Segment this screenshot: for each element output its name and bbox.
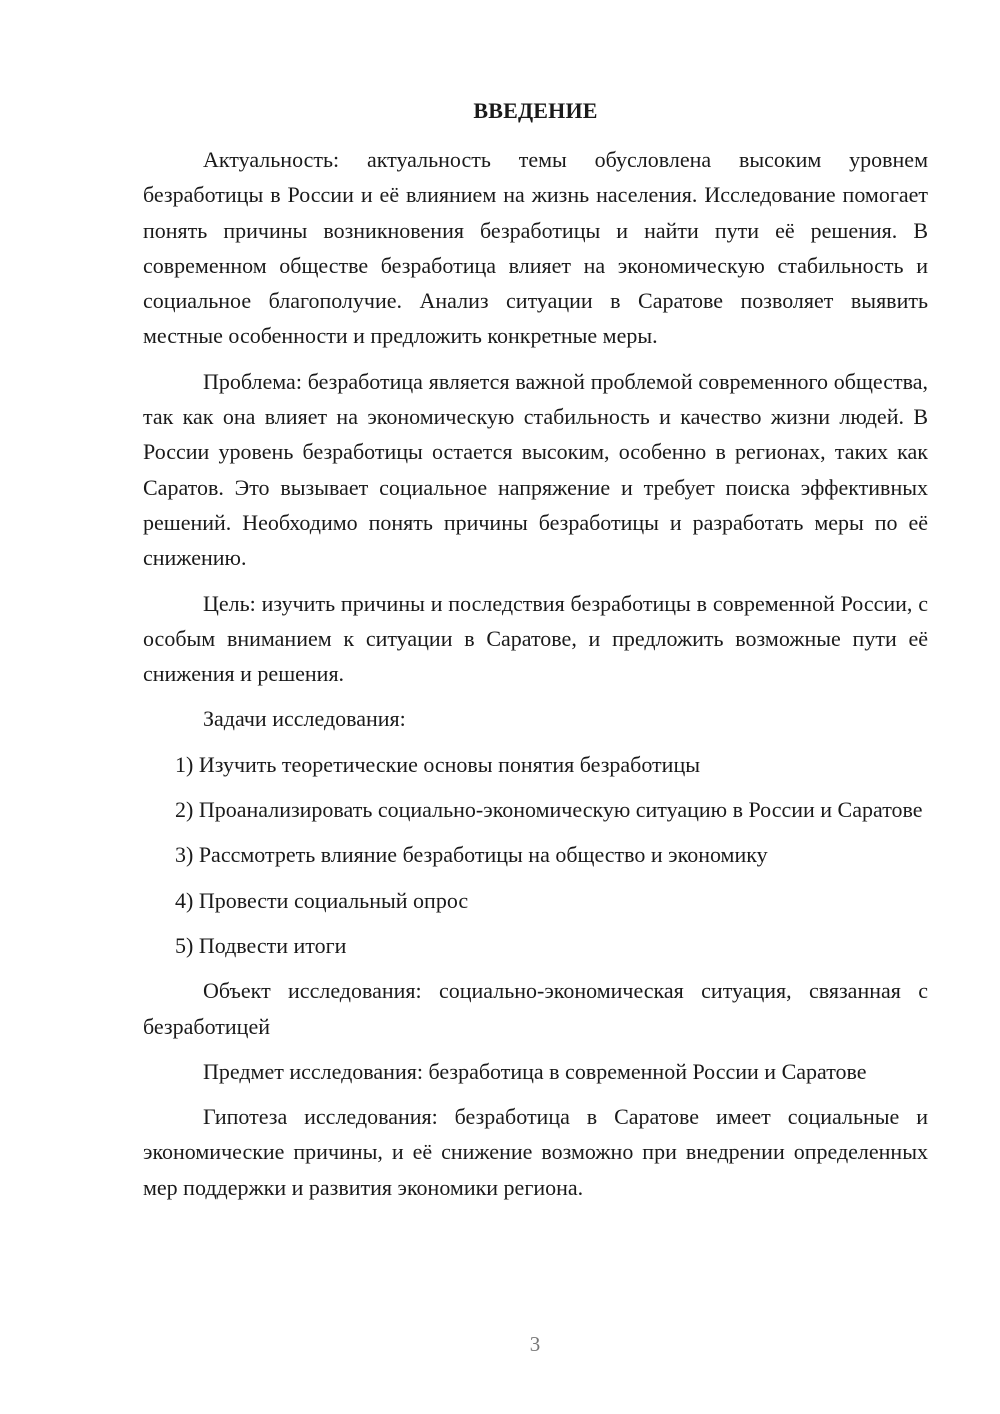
section-title: ВВЕДЕНИЕ xyxy=(473,98,598,123)
task-item-3: 3) Рассмотреть влияние безработицы на общество и экономику xyxy=(175,842,768,868)
task-item-2: 2) Проанализировать социально-экономическую ситуацию в России и Саратове xyxy=(175,797,923,823)
task-item-4: 4) Провести социальный опрос xyxy=(175,887,469,913)
page-number: 3 xyxy=(529,1332,541,1356)
task-item-1: 1) Изучить теоретические основы понятия безработицы xyxy=(175,751,700,777)
paragraph-relevance: Актуальность: актуальность темы обусловлена высоким уровнем безработицы в России и её влиянием на жизнь населения. Исследование помогает понять причины возникновения безработицы и найти пути её решения. В современном обществе безработица влияет на экономическую стабильность и социальное благополучие. Анализ ситуации в Саратове позволяет выявить местные особенности и предложить конкретные меры. xyxy=(143,147,928,349)
paragraph-object: Объект исследования: социально-экономическая ситуация, связанная с безработицей xyxy=(143,978,928,1039)
paragraph-hypothesis: Гипотеза исследования: безработица в Саратове имеет социальные и экономические причины, и её снижение возможно при внедрении определенных мер поддержки и развития экономики региона. xyxy=(143,1104,928,1200)
paragraph-goal: Цель: изучить причины и последствия безработицы в современной России, с особым вниманием к ситуации в Саратове, и предложить возможные пути её снижения и решения. xyxy=(143,590,928,687)
task-item-5: 5) Подвести итоги xyxy=(175,932,347,958)
document-page xyxy=(143,95,928,1205)
tasks-heading: Задачи исследования: xyxy=(203,706,406,732)
paragraph-subject: Предмет исследования: безработица в современной России и Саратове xyxy=(203,1058,867,1084)
paragraph-problem: Проблема: безработица является важной проблемой современного общества, так как она влияет на экономическую стабильность и качество жизни людей. В России уровень безработицы остается высоким, особенно в регионах, таких как Саратов. Это вызывает социальное напряжение и требует поиска эффективных решений. Необходимо понять причины безработицы и разработать меры по её снижению. xyxy=(143,368,928,571)
